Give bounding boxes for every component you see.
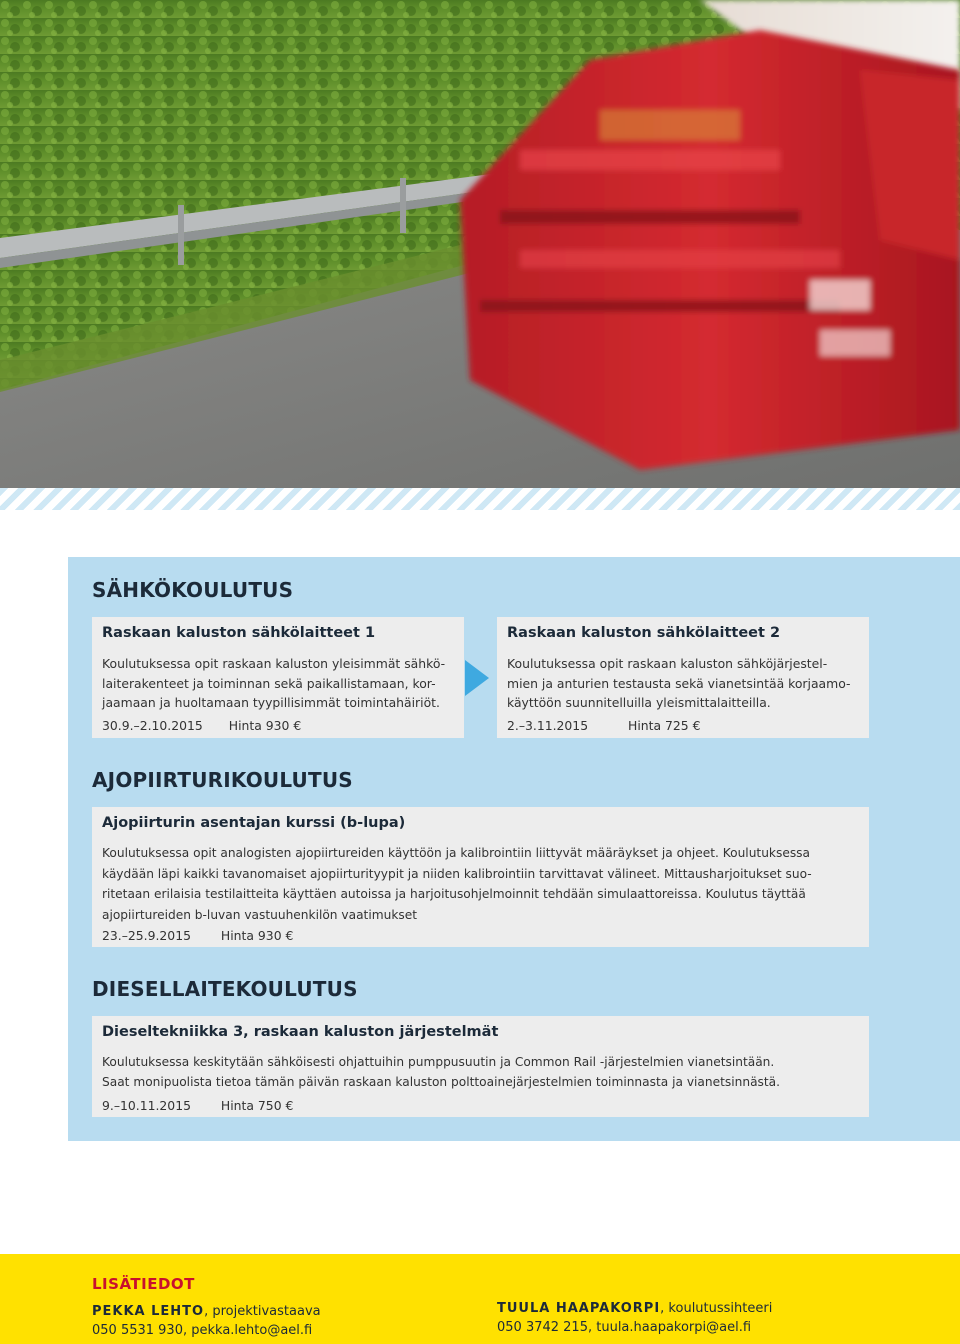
course-price: Hinta 725 €: [628, 718, 701, 733]
course-title: Raskaan kaluston sähkölaitteet 2: [507, 625, 781, 641]
course-price: Hinta 930 €: [228, 718, 302, 733]
course-meta: [102, 1098, 293, 1113]
course-date: 23.–25.9.2015: [102, 928, 191, 943]
section-title-ajopiirturikoulutus: AJOPIIRTURIKOULUTUS: [92, 768, 353, 792]
course-description: Koulutuksessa opit raskaan kaluston yleisimmät sähkö- laiterakenteet ja toiminnan sekä paikallistamaan, kor- jaamaan ja huoltamaan tyypillisimmät toimintahäiriöt.: [102, 656, 446, 710]
course-price: Hinta 750 €: [220, 1098, 294, 1113]
contact-details-tuula[interactable]: 050 3742 215, tuula.haapakorpi@ael.fi: [497, 1320, 752, 1335]
course-card-dieseltekniikka[interactable]: [92, 1016, 869, 1117]
footer-title: LISÄTIEDOT: [92, 1275, 195, 1293]
course-description: Koulutuksessa keskitytään sähköisesti ohjattuihin pumppusuutin ja Common Rail -järjestelmien vianetsintään. Saat monipuolista tietoa tämän päivän raskaan kaluston polttoainejärjestelmien toiminnasta ja vianetsinnästä.: [102, 1055, 781, 1089]
contact-name-pekka: PEKKA LEHTO, projektivastaava: [92, 1304, 321, 1319]
decorative-stripe: [0, 488, 960, 510]
contact-name-tuula: TUULA HAAPAKORPI, koulutussihteeri: [497, 1301, 773, 1316]
course-title: Ajopiirturin asentajan kurssi (b-lupa): [102, 815, 406, 831]
section-title-diesellaitekoulutus: DIESELLAITEKOULUTUS: [92, 977, 358, 1001]
course-date: 30.9.–2.10.2015: [102, 718, 203, 733]
course-title: Raskaan kaluston sähkölaitteet 1: [102, 625, 376, 641]
course-description: Koulutuksessa opit raskaan kaluston sähköjärjestel- mien ja anturien testausta sekä vianetsintää korjaamo- käyttöön suunnitelluilla yleismittalaitteilla.: [507, 656, 851, 710]
course-meta: [102, 928, 293, 943]
section-title-sahkokoulutus: SÄHKÖKOULUTUS: [92, 578, 294, 602]
course-meta: [102, 718, 301, 733]
course-card-sahkolaitteet-2[interactable]: [497, 617, 869, 738]
course-card-sahkolaitteet-1[interactable]: [92, 617, 464, 738]
hero-photo: [0, 0, 960, 488]
course-date: 9.–10.11.2015: [102, 1098, 191, 1113]
course-meta: [507, 718, 701, 733]
arrow-right-icon: [465, 660, 489, 696]
course-date: 2.–3.11.2015: [507, 718, 589, 733]
course-card-ajopiirturi[interactable]: [92, 807, 869, 947]
course-description: Koulutuksessa opit analogisten ajopiirtureiden käyttöön ja kalibrointiin liittyvät määräykset ja ohjeet. Koulutuksessa käydään läpi kaikki tavanomaiset ajopiirturityypit ja niiden kalibrointiin tarvittavat välineet. Mittausharjoitukset suo- ritetaan erilaisia testilaitteita käyttäen autoissa ja harjoitusohjelmoinnit tehdään simulaattoreissa. Koulutus täyttää ajopiirtureiden b-luvan vastuuhenkilön vaatimukset: [102, 846, 812, 922]
contact-details-pekka[interactable]: 050 5531 930, pekka.lehto@ael.fi: [92, 1323, 313, 1338]
course-title: Dieseltekniikka 3, raskaan kaluston järjestelmät: [102, 1024, 499, 1040]
course-price: Hinta 930 €: [220, 928, 294, 943]
truck-on-road-photo: [0, 0, 960, 488]
